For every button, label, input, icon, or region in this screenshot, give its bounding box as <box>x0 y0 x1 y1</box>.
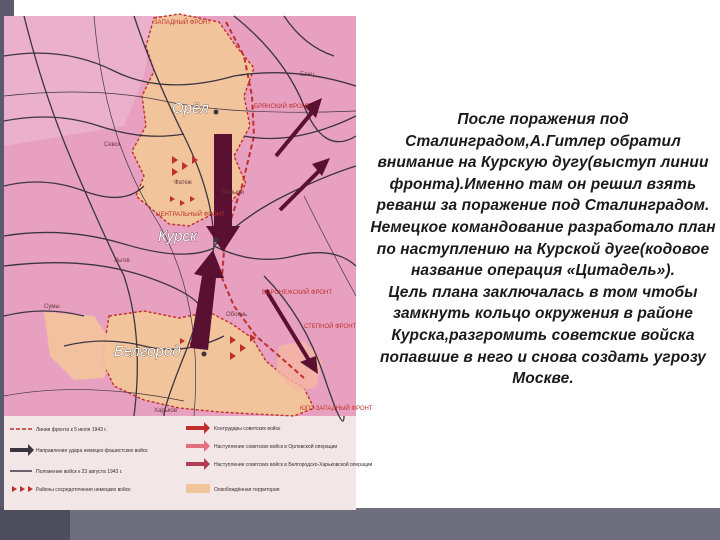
front-label-west: ЗАПАДНЫЙ ФРОНТ <box>154 20 211 26</box>
legend-item-counterstrike: Контрудары советских войск <box>214 426 281 432</box>
city-label-kursk: Курск <box>158 228 198 245</box>
paragraph-background: После поражения под Сталинградом,А.Гитлер обратил внимание на Курскую дугу(выступ линии фронта).Именно там он решил взять реванш за поражение под Сталинградом. <box>376 111 710 215</box>
legend-item-liberated: Освобождённая территория <box>214 487 280 493</box>
city-dot-belgorod <box>202 352 207 357</box>
city-dot-kursk <box>214 238 219 243</box>
city-dot-orel <box>214 110 219 115</box>
kursk-bulge-map <box>4 16 373 510</box>
paragraph-goal: Цель плана заключалась в том чтобы замкнуть кольцо окружения в районе Курска,разгромить советские войска попавшие в него и снова создать угрозу Москве. <box>379 283 707 388</box>
paragraph-plan: Немецкое командование разработало план по наступлению на Курской дуге(кодовое название операция «Цитадель»). <box>370 218 716 280</box>
legend-item-position: Положение войск к 23 августа 1943 г. <box>36 469 123 475</box>
city-label-belgorod: Белгород <box>114 343 181 360</box>
legend-item-orel-offensive: Наступление советских войск в Орловской операции <box>214 444 338 450</box>
place-label-oboyan: Обоянь <box>226 312 248 318</box>
front-label-steppe: СТЕПНОЙ ФРОНТ <box>304 324 357 330</box>
legend-item-belgorod-offensive: Наступление советских войск в Белгородско-Харьковской операции <box>214 462 373 468</box>
slide-frame-bottom-corner <box>0 508 70 540</box>
place-label-sumy: Сумы <box>44 304 60 310</box>
legend-item-front-line: Линия фронта к 5 июля 1943 г. <box>36 427 107 433</box>
city-label-orel: Орёл <box>172 100 209 117</box>
place-label-yelets: Елец <box>300 72 315 78</box>
front-label-southwest: ЮГО-ЗАПАДНЫЙ ФРОНТ <box>300 406 373 412</box>
front-label-bryansk: БРЯНСКИЙ ФРОНТ <box>254 104 310 110</box>
description-text-panel <box>366 109 720 390</box>
place-label-lgov: Льгов <box>114 258 130 264</box>
legend-item-german-attack: Направление удара немецко-фашистских войск <box>36 448 148 454</box>
front-label-voronezh: ВОРОНЕЖСКИЙ ФРОНТ <box>262 290 333 296</box>
place-label-sevsk: Севск <box>104 142 121 148</box>
place-label-kharkov: Харьков <box>154 408 178 414</box>
slide-frame-bottom <box>0 508 720 540</box>
legend-symbol-liberated <box>186 484 210 493</box>
place-label-fatezh: Фатеж <box>174 180 192 186</box>
front-label-central: ЦЕНТРАЛЬНЫЙ ФРОНТ <box>156 212 225 218</box>
place-label-ponyri: Поныри <box>222 190 244 196</box>
legend-item-concentration: Районы сосредоточения немецких войск <box>36 487 131 493</box>
